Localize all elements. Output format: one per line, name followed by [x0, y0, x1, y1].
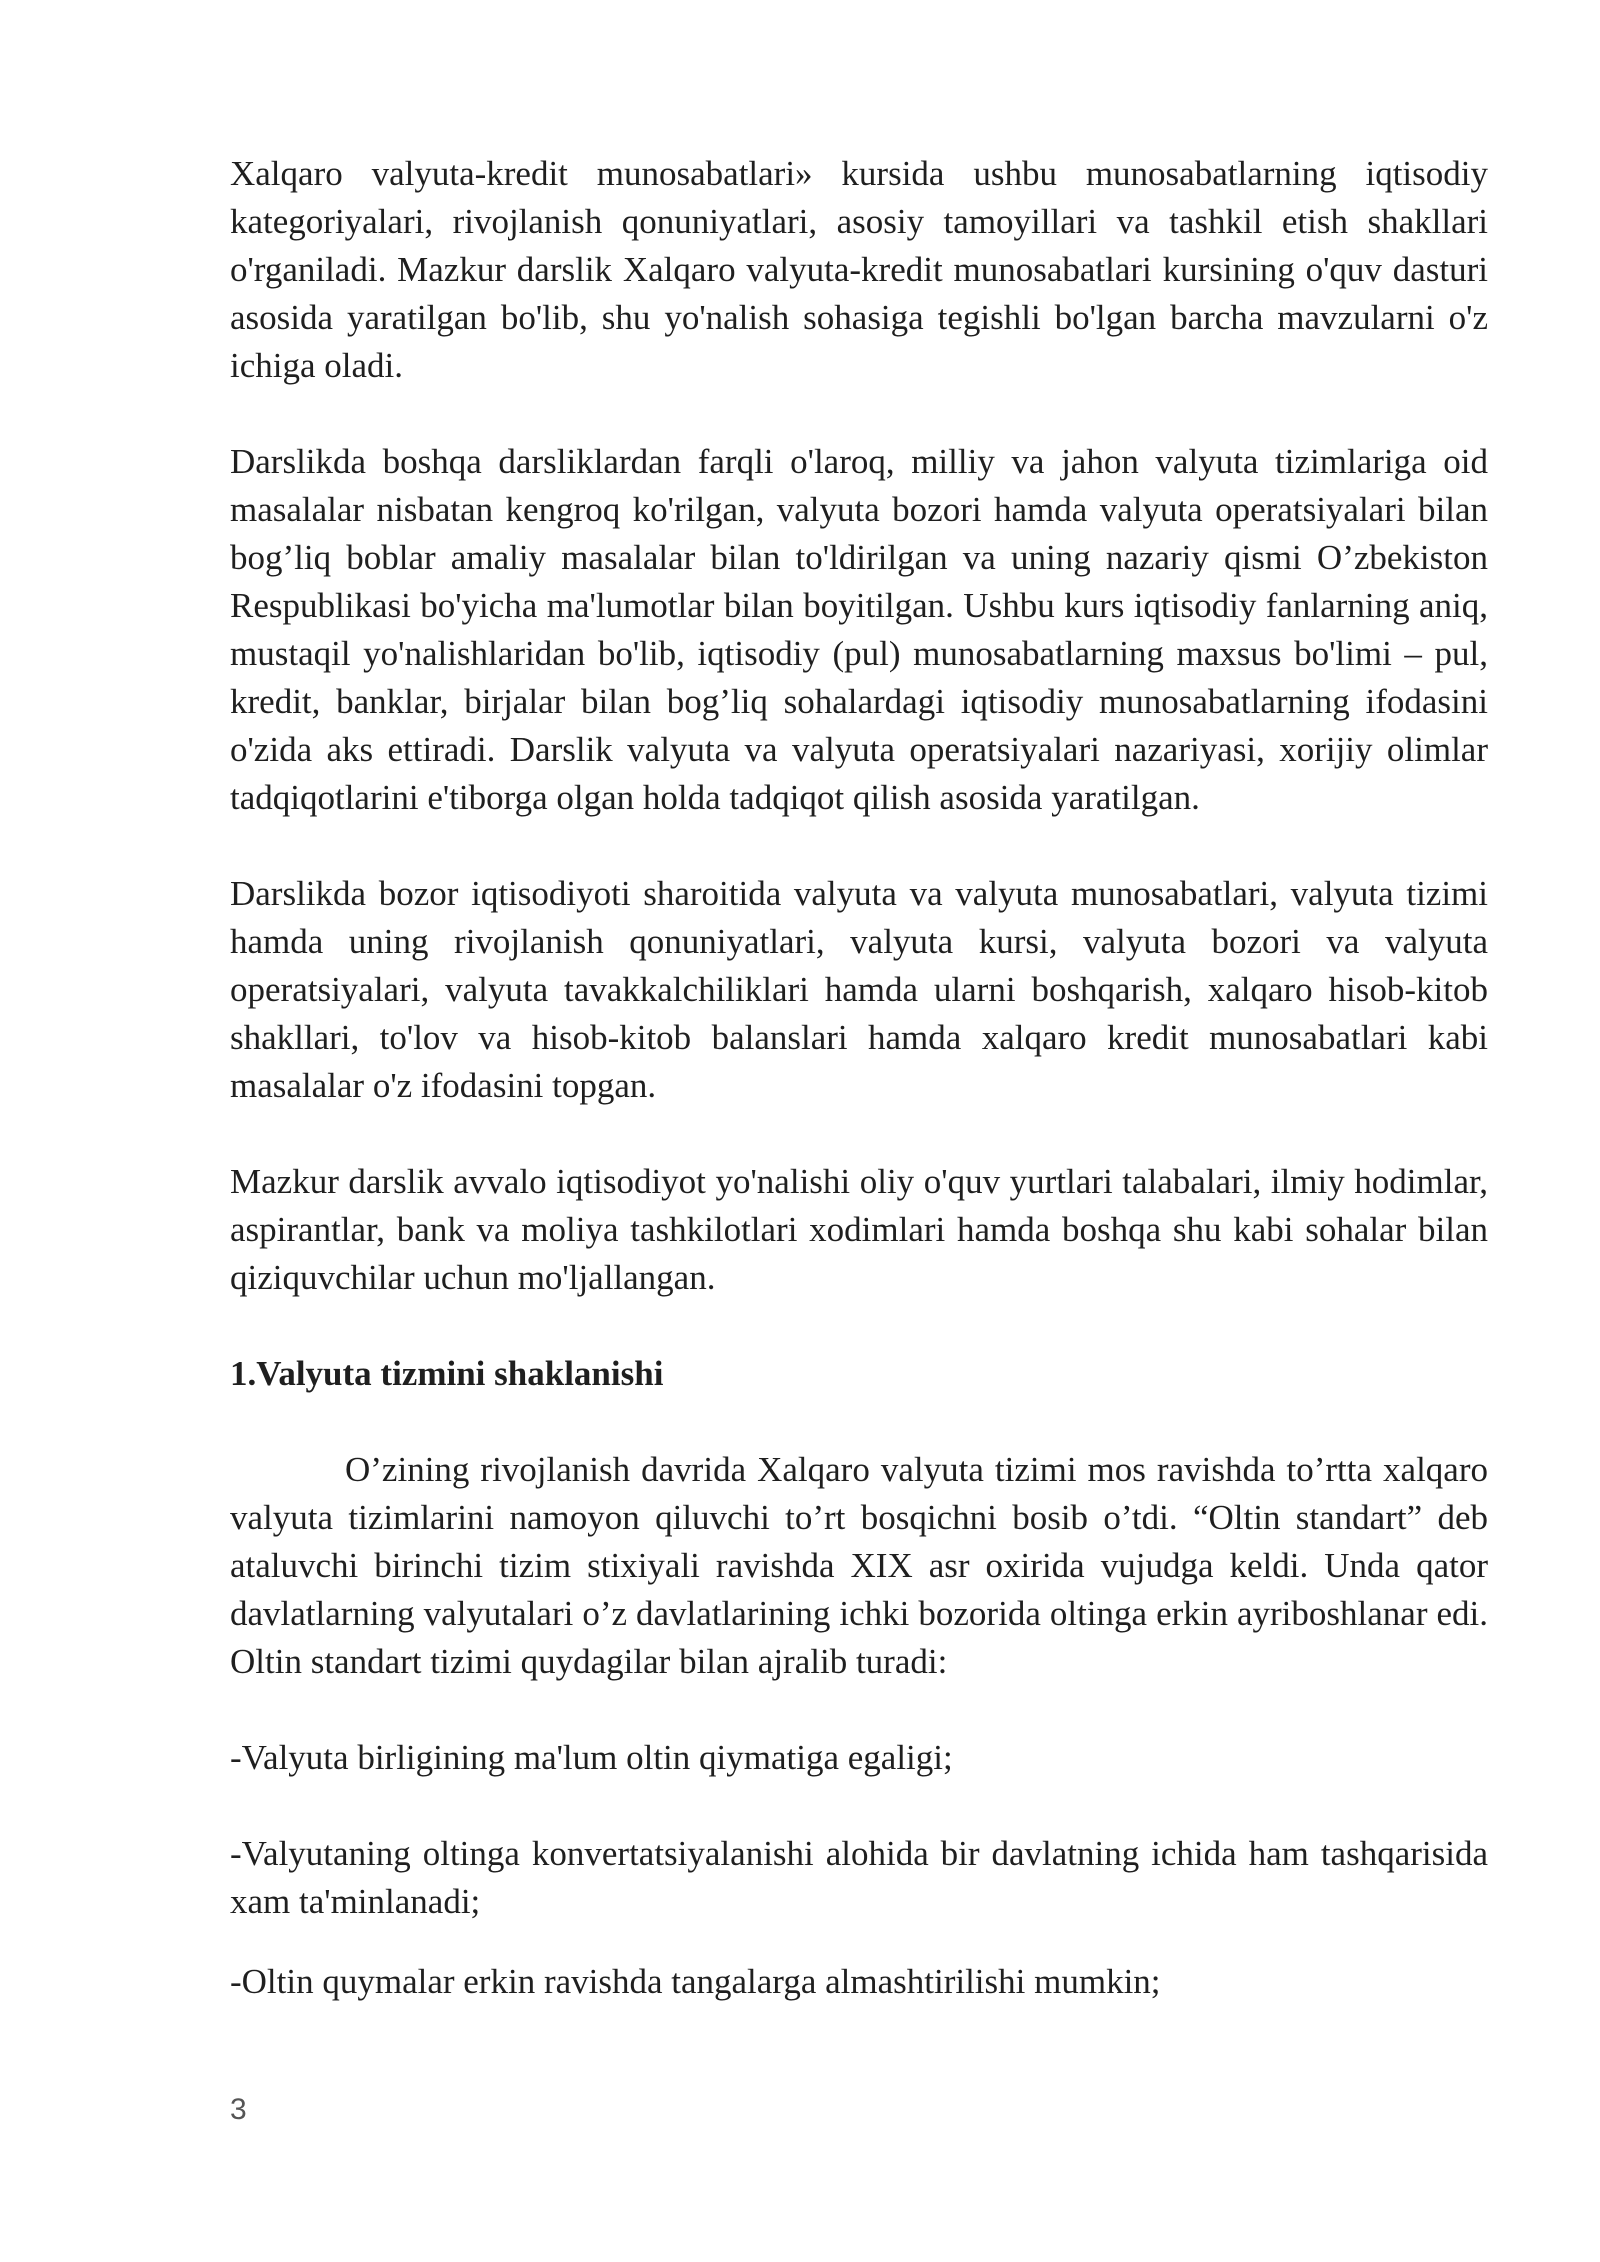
intro-paragraph-2: Darslikda boshqa darsliklardan farqli o'laroq, milliy va jahon valyuta tizimlariga oid masalalar nisbatan kengroq ko'rilgan, valyuta bozori hamda valyuta operatsiyalari bilan bog’liq boblar amaliy masalalar bilan to'ldirilgan va uning nazariy qismi O’zbekiston Respublikasi bo'yicha ma'lumotlar bilan boyitilgan. Ushbu kurs iqtisodiy fanlarning aniq, mustaqil yo'nalishlaridan bo'lib, iqtisodiy (pul) munosabatlarning maxsus bo'limi – pul, kredit, banklar, birjalar bilan bog’liq sohalardagi iqtisodiy munosabatlarning ifodasini o'zida aks ettiradi. Darslik valyuta va valyuta operatsiyalari nazariyasi, xorijiy olimlar tadqiqotlarini e'tiborga olgan holda tadqiqot qilish asosida yaratilgan.: [230, 442, 1488, 817]
document-body: [230, 150, 1488, 2054]
section-heading: 1.Valyuta tizmini shaklanishi: [230, 1354, 664, 1393]
intro-paragraph-4: Mazkur darslik avvalo iqtisodiyot yo'nalishi oliy o'quv yurtlari talabalari, ilmiy hodimlar, aspirantlar, bank va moliya tashkilotlari xodimlari hamda boshqa shu kabi sohalar bilan qiziquvchilar uchun mo'ljallangan.: [230, 1162, 1488, 1297]
intro-paragraph-1: Xalqaro valyuta-kredit munosabatlari» kursida ushbu munosabatlarning iqtisodiy kategoriyalari, rivojlanish qonuniyatlari, asosiy tamoyillari va tashkil etish shakllari o'rganiladi. Mazkur darslik Xalqaro valyuta-kredit munosabatlari kursining o'quv dasturi asosida yaratilgan bo'lib, shu yo'nalish sohasiga tegishli bo'lgan barcha mavzularni o'z ichiga oladi.: [230, 154, 1488, 385]
list-item: -Valyuta birligining ma'lum oltin qiymatiga egaligi;: [230, 1738, 953, 1777]
page-number: 3: [230, 2093, 247, 2126]
section-paragraph: O’zining rivojlanish davrida Xalqaro valyuta tizimi mos ravishda to’rtta xalqaro valyuta tizimlarini namoyon qiluvchi to’rt bosqichni bosib o’tdi. “Oltin standart” deb ataluvchi birinchi tizim stixiyali ravishda XIX asr oxirida vujudga keldi. Unda qator davlatlarning valyutalari o’z davlatlarining ichki bozorida oltinga erkin ayriboshlanar edi. Oltin standart tizimi quydagilar bilan ajralib turadi:: [230, 1450, 1488, 1681]
list-item: -Valyutaning oltinga konvertatsiyalanishi alohida bir davlatning ichida ham tashqarisida xam ta'minlanadi;: [230, 1834, 1488, 1921]
list-item: -Oltin quymalar erkin ravishda tangalarga almashtirilishi mumkin;: [230, 1962, 1161, 2001]
intro-paragraph-3: Darslikda bozor iqtisodiyoti sharoitida valyuta va valyuta munosabatlari, valyuta tizimi hamda uning rivojlanish qonuniyatlari, valyuta kursi, valyuta bozori va valyuta operatsiyalari, valyuta tavakkalchiliklari hamda ularni boshqarish, xalqaro hisob-kitob shakllari, to'lov va hisob-kitob balanslari hamda xalqaro kredit munosabatlari kabi masalalar o'z ifodasini topgan.: [230, 874, 1488, 1105]
